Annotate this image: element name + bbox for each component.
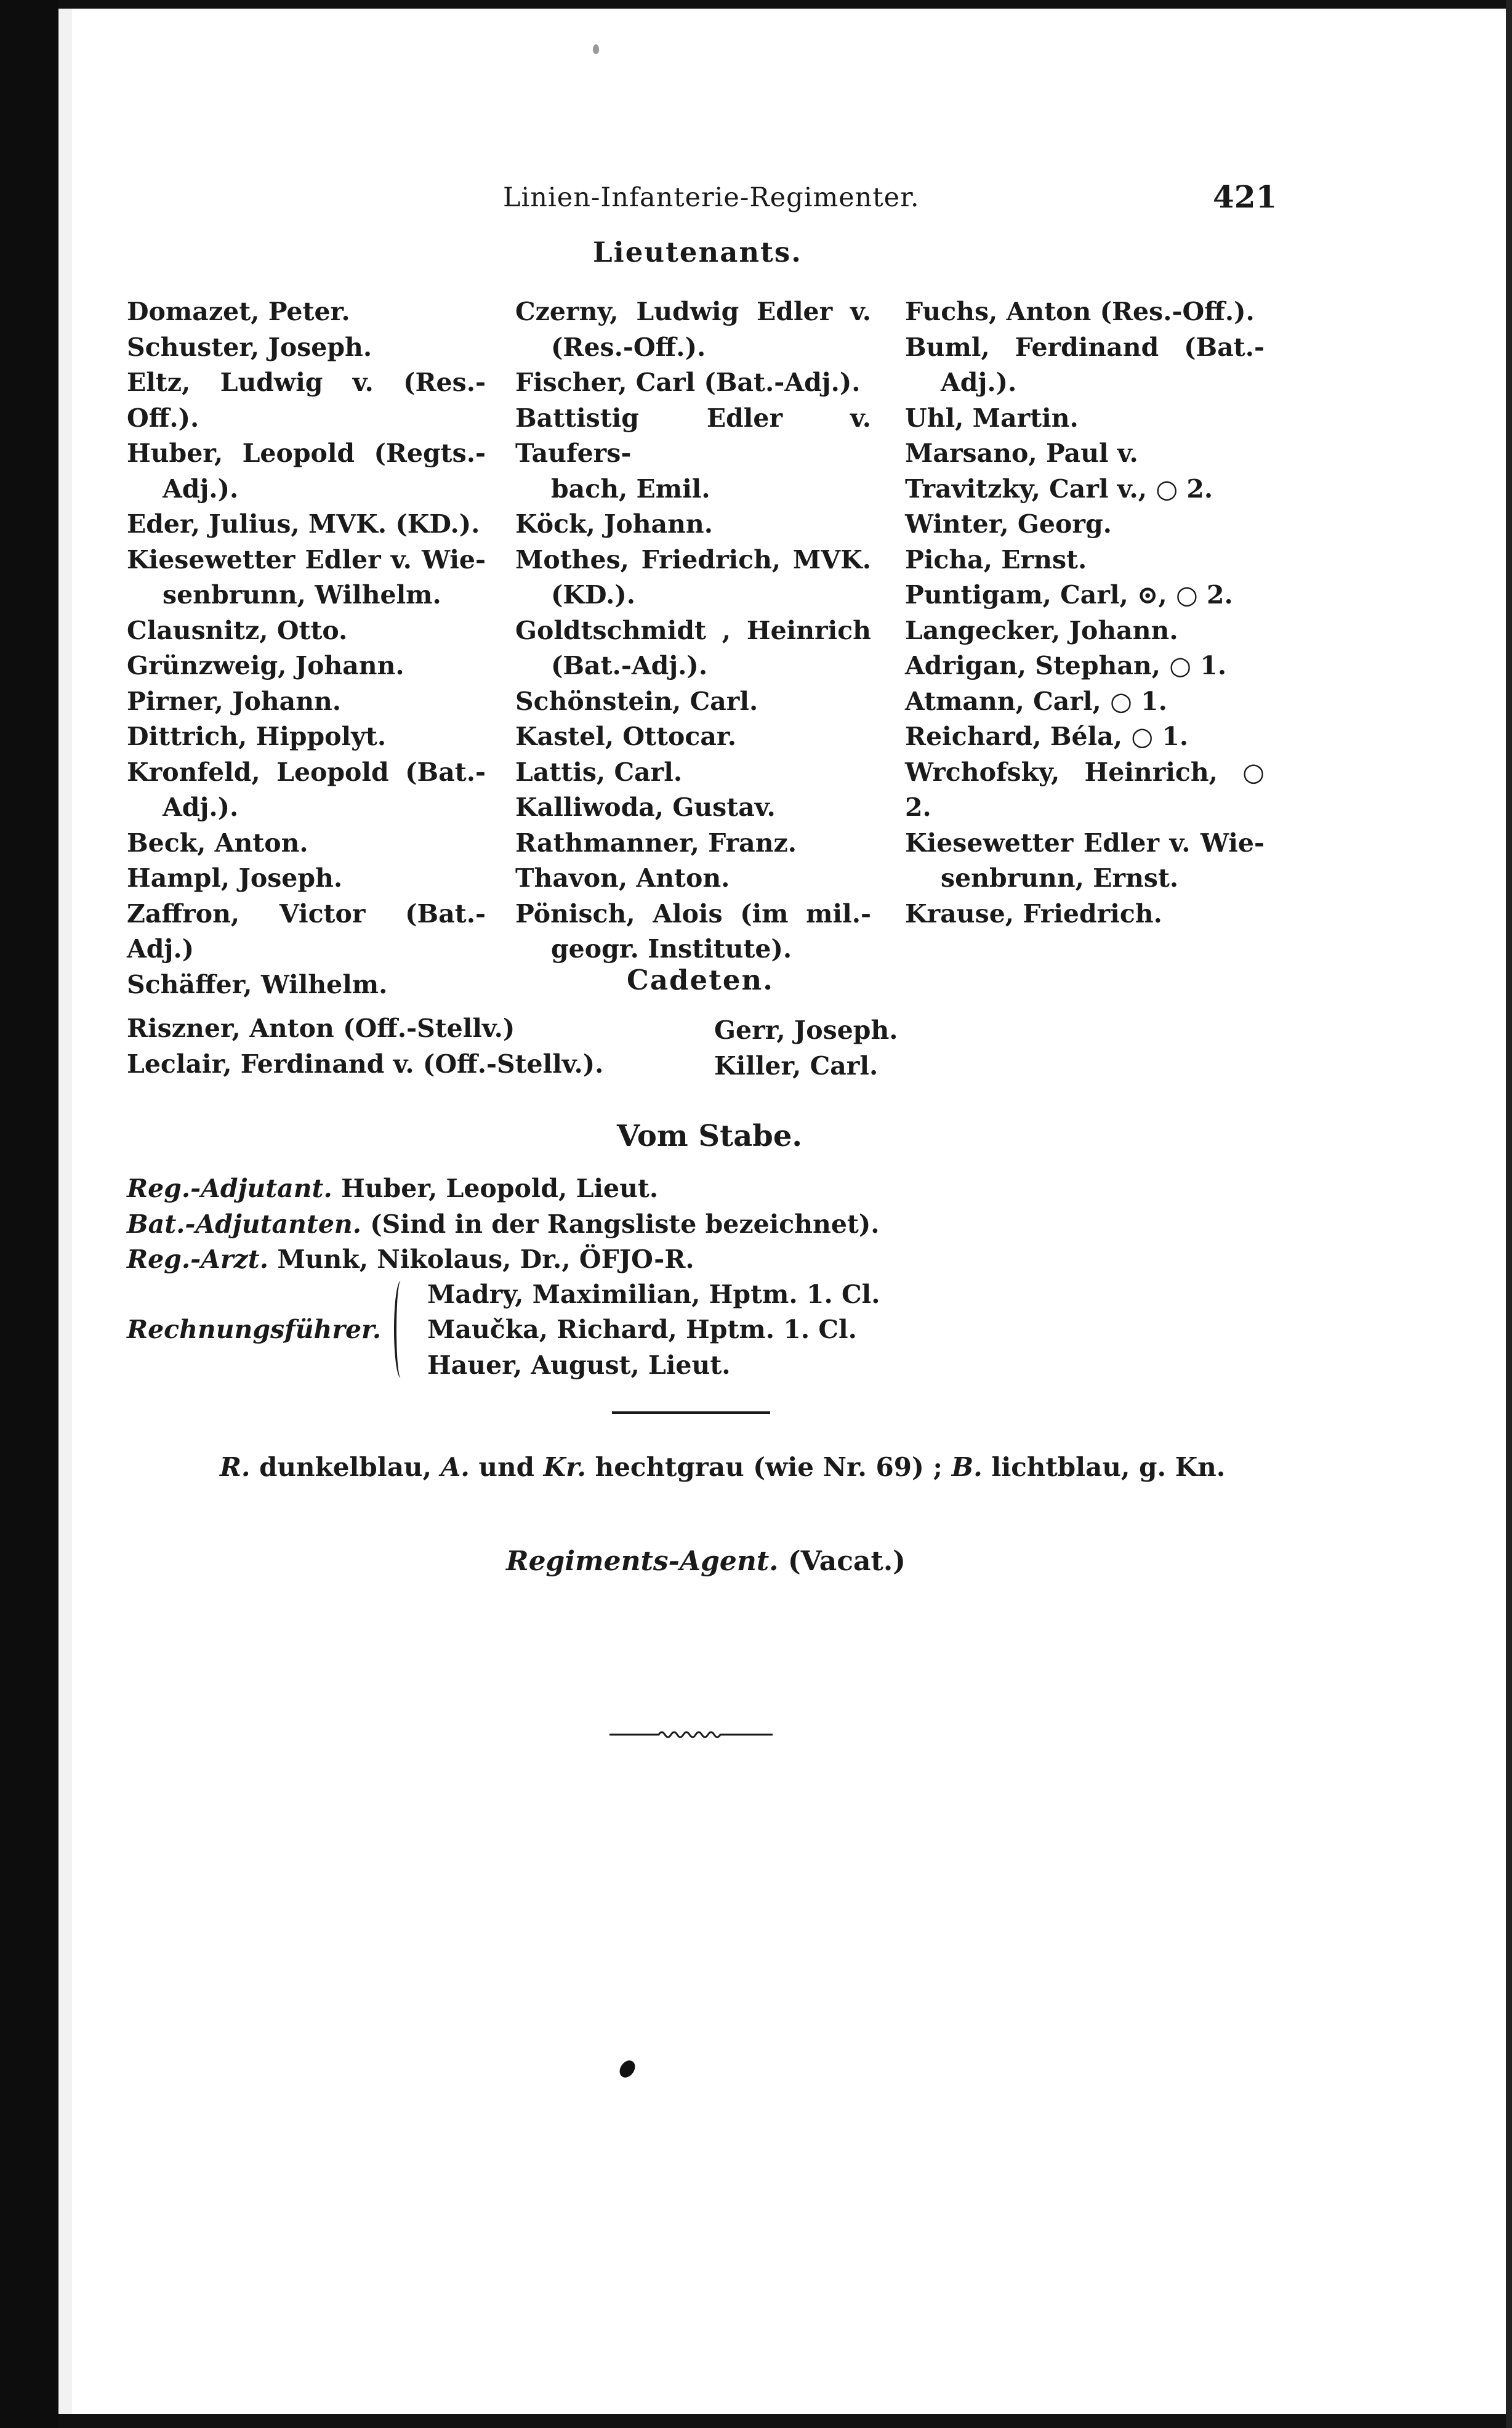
lieutenant-name: Marsano, Paul v. xyxy=(905,438,1138,468)
bat-adjutanten-label: Bat.-Adjutanten. xyxy=(127,1209,361,1239)
rechnungsfuehrer-2: Maučka, Richard, Hptm. 1. Cl. xyxy=(427,1315,857,1344)
lieutenant-name: Mothes, Friedrich, MVK. xyxy=(515,544,871,575)
lieutenant-entry xyxy=(905,755,1265,826)
reg-adjutant-value: Huber, Leopold, Lieut. xyxy=(341,1174,659,1203)
reg-arzt-line xyxy=(127,1244,694,1274)
lieutenant-name: Travitzky, Carl v., ○ 2. xyxy=(905,474,1213,504)
rechnungsfuehrer-3: Hauer, August, Lieut. xyxy=(427,1350,731,1380)
lieutenant-entry xyxy=(905,330,1265,401)
lieutenant-name: Kronfeld, Leopold (Bat.- xyxy=(127,757,486,787)
lieutenant-entry xyxy=(127,755,486,826)
rechnungsfuehrer-1: Madry, Maximilian, Hptm. 1. Cl. xyxy=(427,1280,880,1309)
lieutenant-name: Kalliwoda, Gustav. xyxy=(515,793,776,822)
lieutenant-entry xyxy=(127,436,486,507)
lieutenant-name: Beck, Anton. xyxy=(127,828,308,858)
lieutenant-entry xyxy=(127,719,486,755)
ink-smudge xyxy=(616,2057,638,2080)
agent-line xyxy=(506,1546,906,1577)
lieutenant-name: Fuchs, Anton (Res.-Off.). xyxy=(905,297,1255,326)
lieutenant-entry xyxy=(127,684,486,720)
bat-adjutanten-line xyxy=(127,1209,880,1239)
heading-lieutenants: Lieutenants. xyxy=(593,236,802,268)
brace-bracket xyxy=(394,1281,408,1378)
lieutenant-name: Winter, Georg. xyxy=(905,509,1112,539)
lieutenant-entry xyxy=(905,401,1265,437)
lieutenant-name: Battistig Edler v. Taufers- xyxy=(515,403,871,468)
cadet-right-1: Gerr, Joseph. xyxy=(714,1015,898,1045)
lieutenant-name: Buml, Ferdinand (Bat.- xyxy=(905,332,1265,362)
lieutenant-entry xyxy=(127,507,486,542)
lieutenant-entry xyxy=(127,294,486,330)
lieutenant-name: Zaffron, Victor (Bat.-Adj.) xyxy=(127,898,486,964)
lieutenant-entry xyxy=(515,507,871,542)
uniform-line xyxy=(220,1452,1225,1482)
lieutenant-entry xyxy=(127,826,486,861)
lieutenant-name: Langecker, Johann. xyxy=(905,615,1178,645)
lieutenant-entry xyxy=(515,861,871,897)
rechnungsfuehrer-label: Rechnungsführer. xyxy=(127,1315,382,1344)
lieutenants-column-2 xyxy=(515,294,871,967)
reg-arzt-value: Munk, Nikolaus, Dr., ÖFJO-R. xyxy=(277,1244,694,1274)
ornament-squiggle xyxy=(609,1724,773,1743)
lieutenant-name: Atmann, Carl, ○ 1. xyxy=(905,686,1167,716)
lieutenant-entry xyxy=(905,897,1265,932)
lieutenant-entry xyxy=(905,472,1265,507)
lieutenant-entry xyxy=(905,436,1265,472)
lieutenant-name: Wrchofsky, Heinrich, ○ 2. xyxy=(905,757,1265,822)
lieutenant-entry xyxy=(905,507,1265,542)
heading-cadeten: Cadeten. xyxy=(627,964,774,996)
lieutenant-entry xyxy=(905,719,1265,755)
uniform-kr: Kr. xyxy=(543,1452,587,1482)
lieutenant-entry xyxy=(515,401,871,507)
uniform-r-text: dunkelblau, xyxy=(259,1452,432,1482)
lieutenant-name: Domazet, Peter. xyxy=(127,297,350,326)
lieutenant-name: Thavon, Anton. xyxy=(515,863,730,893)
lieutenant-entry xyxy=(905,613,1265,649)
lieutenant-entry xyxy=(515,294,871,365)
rechnungsfuehrer-label-line xyxy=(127,1315,381,1344)
lieutenant-entry xyxy=(127,330,486,366)
reg-adjutant-line xyxy=(127,1174,658,1203)
lieutenant-name-continuation: senbrunn, Wilhelm. xyxy=(163,580,441,610)
lieutenants-column-1 xyxy=(127,294,486,1002)
lieutenant-entry xyxy=(515,542,871,613)
lieutenant-name-continuation: (Bat.-Adj.). xyxy=(551,651,708,680)
lieutenant-name-continuation: (KD.). xyxy=(551,580,636,610)
lieutenant-name-continuation: Adj.). xyxy=(163,474,239,504)
lieutenant-name-continuation: Adj.). xyxy=(163,793,239,822)
lieutenant-name: Köck, Johann. xyxy=(515,509,714,539)
bat-adjutanten-value: (Sind in der Rangsliste bezeichnet). xyxy=(370,1209,880,1239)
reg-adjutant-label: Reg.-Adjutant. xyxy=(127,1174,332,1203)
page-number: 421 xyxy=(1213,179,1277,215)
uniform-b: B. xyxy=(951,1452,983,1482)
lieutenant-name: Pirner, Johann. xyxy=(127,686,342,716)
lieutenant-name-continuation: Adj.). xyxy=(941,368,1017,397)
lieutenant-entry xyxy=(515,613,871,684)
running-title: Linien-Infanterie-Regimenter. xyxy=(503,182,920,213)
lieutenant-entry xyxy=(127,967,486,1003)
lieutenant-entry xyxy=(905,542,1265,578)
ink-dot-top xyxy=(593,44,599,54)
lieutenant-name: Goldtschmidt , Heinrich xyxy=(515,615,871,645)
lieutenant-name: Picha, Ernst. xyxy=(905,544,1087,575)
uniform-und: und xyxy=(478,1452,534,1482)
cadet-left-1: Riszner, Anton (Off.-Stellv.) xyxy=(127,1014,515,1043)
lieutenant-entry xyxy=(905,826,1265,897)
lieutenant-name: Schönstein, Carl. xyxy=(515,686,758,716)
lieutenant-entry xyxy=(515,719,871,755)
agent-label: Regiments-Agent. xyxy=(506,1546,779,1577)
uniform-b-text: lichtblau, g. Kn. xyxy=(991,1452,1226,1482)
lieutenant-name: Puntigam, Carl, ⊙, ○ 2. xyxy=(905,580,1233,610)
lieutenant-entry xyxy=(905,648,1265,684)
lieutenant-name: Schäffer, Wilhelm. xyxy=(127,969,388,999)
lieutenant-name: Pönisch, Alois (im mil.- xyxy=(515,898,871,929)
lieutenant-name-continuation: bach, Emil. xyxy=(551,474,710,504)
lieutenant-name-continuation: (Res.-Off.). xyxy=(551,332,706,362)
lieutenant-name: Czerny, Ludwig Edler v. xyxy=(515,297,871,326)
agent-value: (Vacat.) xyxy=(787,1546,906,1577)
lieutenant-entry xyxy=(515,897,871,967)
lieutenant-entry xyxy=(127,897,486,967)
lieutenant-name: Eder, Julius, MVK. (KD.). xyxy=(127,509,480,539)
lieutenant-name: Krause, Friedrich. xyxy=(905,898,1162,929)
lieutenant-name: Reichard, Béla, ○ 1. xyxy=(905,722,1189,751)
lieutenant-entry xyxy=(515,826,871,861)
lieutenant-entry xyxy=(127,542,486,613)
lieutenant-name: Kastel, Ottocar. xyxy=(515,722,737,751)
lieutenant-name: Huber, Leopold (Regts.- xyxy=(127,438,486,468)
lieutenant-name-continuation: geogr. Institute). xyxy=(551,934,792,964)
reg-arzt-label: Reg.-Arzt. xyxy=(127,1244,269,1274)
heading-vom-stabe: Vom Stabe. xyxy=(617,1119,803,1153)
lieutenant-entry xyxy=(127,365,486,436)
lieutenant-name: Kiesewetter Edler v. Wie- xyxy=(127,544,486,575)
lieutenant-name: Dittrich, Hippolyt. xyxy=(127,722,387,751)
lieutenants-column-3 xyxy=(905,294,1265,932)
lieutenant-name: Grünzweig, Johann. xyxy=(127,651,404,680)
lieutenant-name: Hampl, Joseph. xyxy=(127,863,343,893)
uniform-a: A. xyxy=(440,1452,470,1482)
lieutenant-name: Schuster, Joseph. xyxy=(127,332,372,362)
lieutenant-entry xyxy=(515,755,871,791)
lieutenant-name: Kiesewetter Edler v. Wie- xyxy=(905,828,1265,858)
cadet-right-2: Killer, Carl. xyxy=(714,1051,879,1081)
lieutenant-entry xyxy=(905,578,1265,613)
lieutenant-entry xyxy=(905,684,1265,720)
lieutenant-entry xyxy=(515,790,871,826)
lieutenant-name: Uhl, Martin. xyxy=(905,403,1079,433)
lieutenant-entry xyxy=(515,365,871,401)
lieutenant-name: Eltz, Ludwig v. (Res.-Off.). xyxy=(127,368,486,433)
section-rule xyxy=(612,1411,770,1414)
cadet-left-2: Leclair, Ferdinand v. (Off.-Stellv.). xyxy=(127,1049,604,1079)
lieutenant-name: Rathmanner, Franz. xyxy=(515,828,797,858)
lieutenant-entry xyxy=(905,294,1265,330)
uniform-kr-text: hechtgrau (wie Nr. 69) ; xyxy=(595,1452,943,1482)
lieutenant-name: Fischer, Carl (Bat.-Adj.). xyxy=(515,368,861,397)
lieutenant-name-continuation: senbrunn, Ernst. xyxy=(941,863,1179,893)
lieutenant-name: Lattis, Carl. xyxy=(515,757,683,787)
lieutenant-entry xyxy=(127,613,486,649)
lieutenant-entry xyxy=(515,684,871,720)
lieutenant-entry xyxy=(127,648,486,684)
lieutenant-name: Clausnitz, Otto. xyxy=(127,615,348,645)
uniform-r: R. xyxy=(220,1452,251,1482)
lieutenant-name: Adrigan, Stephan, ○ 1. xyxy=(905,651,1227,680)
lieutenant-entry xyxy=(127,861,486,897)
